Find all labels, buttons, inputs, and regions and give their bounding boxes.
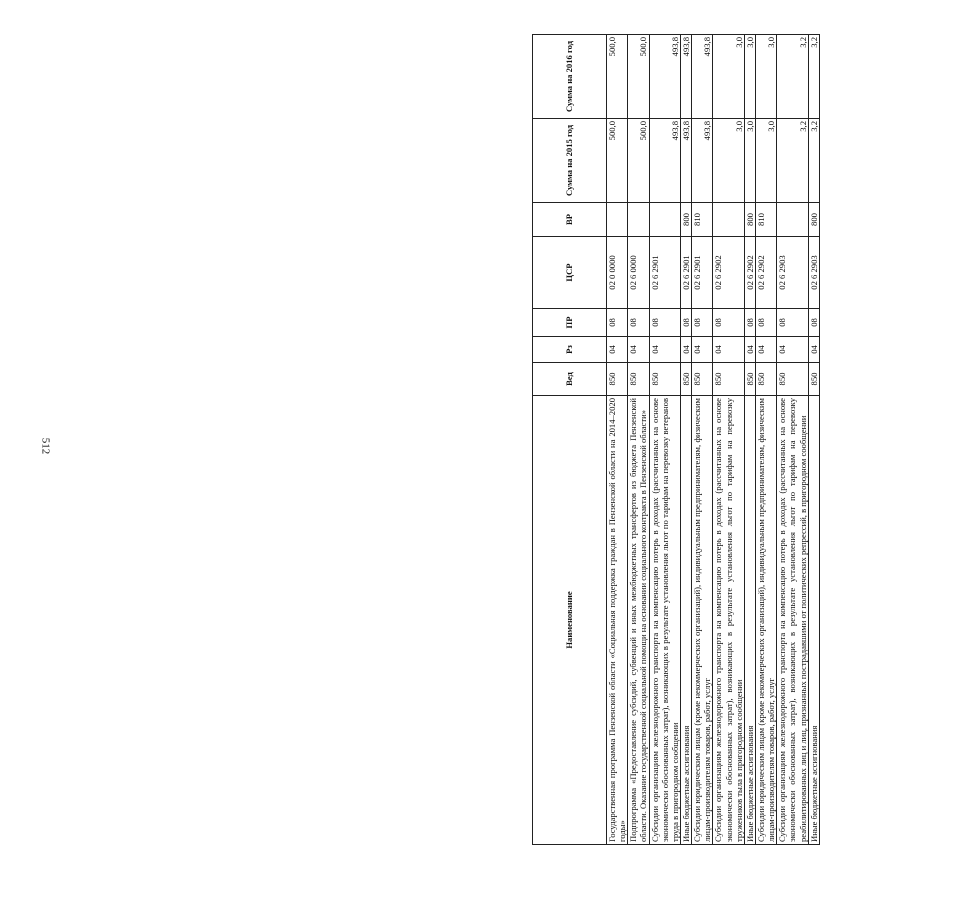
cell-vr [649,203,680,237]
cell-sum-2016: 500,0 [628,35,649,119]
cell-pr: 08 [649,309,680,337]
cell-pr: 08 [628,309,649,337]
cell-pr: 08 [755,309,776,337]
table-row [755,35,776,845]
header-vr: ВР [533,203,607,237]
cell-ved: 850 [628,363,649,396]
cell-rz: 04 [680,337,691,363]
table-row [628,35,649,845]
cell-sum-2016: 3,0 [744,35,755,119]
cell-csr: 02 6 2902 [713,237,744,309]
cell-csr: 02 6 2901 [692,237,713,309]
cell-pr: 08 [808,309,819,337]
cell-sum-2015: 493,8 [692,119,713,203]
cell-sum-2016: 500,0 [607,35,628,119]
cell-sum-2015: 500,0 [628,119,649,203]
cell-csr: 02 0 0000 [607,237,628,309]
cell-sum-2016: 493,8 [649,35,680,119]
cell-sum-2016: 493,8 [680,35,691,119]
table-row [607,35,628,845]
cell-rz: 04 [777,337,808,363]
cell-pr: 08 [680,309,691,337]
cell-ved: 850 [680,363,691,396]
cell-vr [777,203,808,237]
cell-csr: 02 6 2901 [649,237,680,309]
cell-name: Иные бюджетные ассигнования [744,396,755,845]
table-row [808,35,819,845]
cell-name: Субсидии юридическим лицам (кроме некоммерческих организаций), индивидуальным предпринимателям, физическим лицам-производителям товаров, работ, услуг [755,396,776,845]
cell-csr: 02 6 0000 [628,237,649,309]
header-sum-2015: Сумма на 2015 год [533,119,607,203]
table-row [744,35,755,845]
table-row [692,35,713,845]
cell-ved: 850 [744,363,755,396]
header-ved: Вед [533,363,607,396]
header-name: Наименование [533,396,607,845]
cell-vr [628,203,649,237]
cell-csr: 02 6 2903 [808,237,819,309]
cell-ved: 850 [755,363,776,396]
cell-sum-2015: 3,0 [713,119,744,203]
cell-sum-2015: 3,2 [808,119,819,203]
cell-pr: 08 [744,309,755,337]
header-pr: ПР [533,309,607,337]
cell-ved: 850 [777,363,808,396]
cell-name: Субсидии организациям железнодорожного транспорта на компенсацию потерь в доходах (рассчитанных на основе экономически обоснованных затрат), возникающих в результате установления льгот по тарифам на перевозку ветеранов труда в пригородном сообщении [649,396,680,845]
table-row [649,35,680,845]
cell-csr: 02 6 2902 [755,237,776,309]
cell-vr: 800 [680,203,691,237]
cell-vr: 800 [808,203,819,237]
table-row [680,35,691,845]
cell-pr: 08 [713,309,744,337]
cell-rz: 04 [692,337,713,363]
cell-sum-2015: 493,8 [649,119,680,203]
cell-ved: 850 [713,363,744,396]
cell-sum-2015: 493,8 [680,119,691,203]
rotated-table-container [532,35,962,845]
cell-sum-2015: 3,0 [755,119,776,203]
cell-name: Иные бюджетные ассигнования [680,396,691,845]
budget-table [532,34,820,845]
cell-rz: 04 [649,337,680,363]
cell-rz: 04 [744,337,755,363]
cell-rz: 04 [628,337,649,363]
cell-name: Подпрограмма «Предоставление субсидий, субвенций и иных межбюджетных трансфертов из бюджета Пензенской области. Оказание государственной социальной помощи на основании социального контракта в Пензенской области» [628,396,649,845]
cell-ved: 850 [808,363,819,396]
cell-rz: 04 [607,337,628,363]
cell-sum-2016: 3,2 [777,35,808,119]
cell-pr: 08 [607,309,628,337]
cell-sum-2015: 500,0 [607,119,628,203]
cell-rz: 04 [808,337,819,363]
cell-sum-2015: 3,2 [777,119,808,203]
cell-rz: 04 [713,337,744,363]
cell-name: Иные бюджетные ассигнования [808,396,819,845]
cell-ved: 850 [692,363,713,396]
cell-vr: 800 [744,203,755,237]
cell-csr: 02 6 2902 [744,237,755,309]
cell-name: Субсидии организациям железнодорожного транспорта на компенсацию потерь в доходах (рассчитанных на основе экономически обоснованных затрат), возникающих в результате установления льгот по тарифам на перевозку реабилитированных лиц и лиц, признанных пострадавшими от политических репрессий, в пригородном сообщении [777,396,808,845]
header-rz: Рз [533,337,607,363]
cell-ved: 850 [607,363,628,396]
cell-pr: 08 [777,309,808,337]
cell-rz: 04 [755,337,776,363]
cell-sum-2016: 3,2 [808,35,819,119]
cell-csr: 02 6 2903 [777,237,808,309]
cell-csr: 02 6 2901 [680,237,691,309]
table-header-row [533,35,607,845]
cell-name: Субсидии организациям железнодорожного транспорта на компенсацию потерь в доходах (рассчитанных на основе экономически обоснованных затрат), возникающих в результате установления льгот по тарифам на перевозку тружеников тыла в пригородном сообщении [713,396,744,845]
table-row [713,35,744,845]
cell-vr: 810 [755,203,776,237]
page-number: 512 [39,437,52,455]
cell-vr: 810 [692,203,713,237]
cell-name: Субсидии юридическим лицам (кроме некоммерческих организаций), индивидуальным предпринимателям, физическим лицам-производителям товаров, работ, услуг [692,396,713,845]
cell-vr [713,203,744,237]
header-csr: ЦСР [533,237,607,309]
cell-ved: 850 [649,363,680,396]
header-sum-2016: Сумма на 2016 год [533,35,607,119]
cell-sum-2016: 493,8 [692,35,713,119]
cell-name: Государственная программа Пензенской области «Социальная поддержка граждан в Пензенской области на 2014–2020 годы» [607,396,628,845]
cell-sum-2016: 3,0 [755,35,776,119]
cell-vr [607,203,628,237]
table-row [777,35,808,845]
cell-sum-2016: 3,0 [713,35,744,119]
cell-sum-2015: 3,0 [744,119,755,203]
cell-pr: 08 [692,309,713,337]
